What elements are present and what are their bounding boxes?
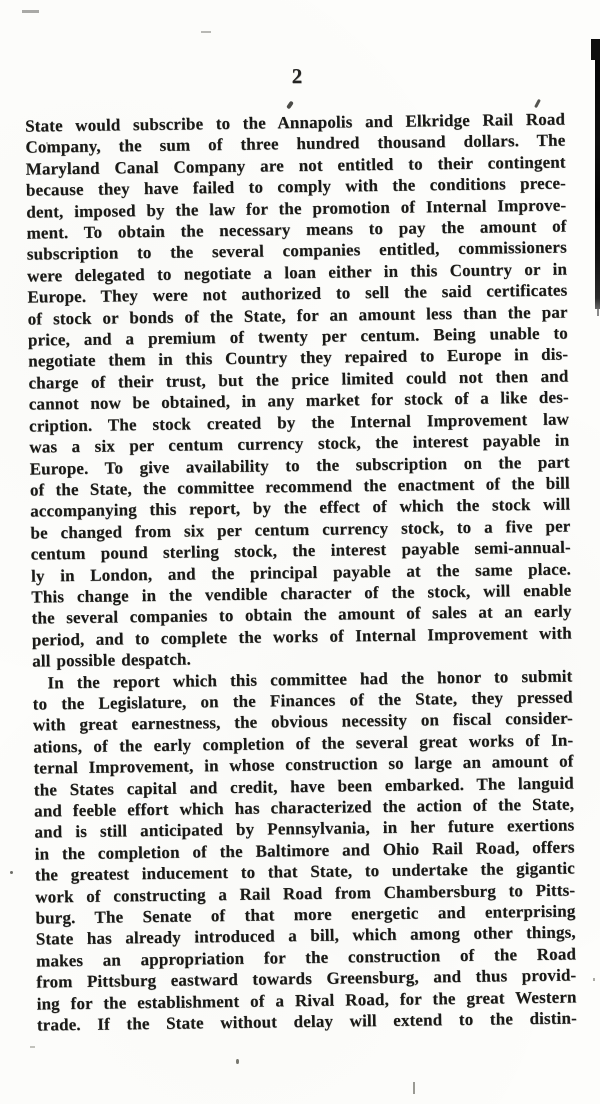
scan-artifact-speck [534,99,541,108]
scan-artifact-speck [593,978,595,981]
text-line: be changed from six per centum currency stock, to a five per [30,516,571,543]
text-line: dent, imposed by the law for the promotion of Internal Improve- [26,195,567,222]
text-line: the States capital and credit, have been embarked. The languid [33,773,574,800]
scan-artifact-right-bar-notch [591,39,600,60]
text-line: to the Legislature, on the Finances of the State, they pressed [32,687,573,714]
text-line: in the completion of the Baltimore and Ohio Rail Road, offers [34,837,575,864]
text-line: cannot now be obtained, in any market for stock of a like des- [28,387,569,414]
text-line: charge of their trust, but the price limited could not then and [28,366,569,393]
text-line: price, and a premium of twenty per centum. Being unable to [27,323,569,350]
text-line: State would subscribe to the Annapolis and Elkridge Rail Road [25,109,566,136]
text-line: accompanying this report, by the effect of which the stock will [30,494,571,521]
text-line: burg. The Senate of that more energetic and enterprising [35,901,576,928]
scan-artifact-right-bar [595,39,600,309]
text-line: were delegated to negotiate a loan either in this Country or in [26,259,568,286]
text-line: cription. The stock created by the Internal Improvement law [28,409,570,436]
text-line: period, and to complete the works of Internal Improvement with [31,623,572,650]
text-line: ly in London, and the principal payable at the same place. [30,558,572,586]
text-line: ing for the establishment of a Rival Road, for the great Western [36,987,577,1014]
text-line: the several companies to obtain the amount of sales at an early [31,601,572,628]
text-line: of stock or bonds of the State, for an amount less than the par [27,302,568,329]
text-line: work of constructing a Rail Road from Chambersburg to Pitts- [35,880,576,907]
text-line: with great earnestness, the obvious necessity on fiscal consider- [32,708,574,735]
text-line: This change in the vendible character of the stock, will enable [31,580,572,607]
text-line: Europe. They were not authorized to sell the said certificates [27,280,568,307]
text-line: the greatest inducement to that State, to undertake the gigantic [34,858,576,885]
text-line: Europe. To give availability to the subscription on the part [29,451,570,479]
document-text [25,109,577,1036]
text-line: negotiate them in this Country they repaired to Europe in dis- [28,344,569,372]
scan-artifact-speck [30,1046,35,1048]
text-line: centum pound sterling stock, the interest payable semi-annual- [30,537,571,564]
scan-artifact-dash [201,31,211,33]
text-line: ations, of the early completion of the several great works of In- [33,730,574,757]
scan-artifact-speck [286,101,294,110]
text-line: State has already introduced a bill, which among other things, [35,922,576,949]
text-line: Maryland Canal Company are not entitled to their contingent [25,152,566,179]
scan-artifact-speck [10,871,13,874]
text-line: of the State, the committee recommend the enactment of the bill [29,473,570,500]
text-line: Company, the sum of three hundred thousand dollars. The [25,130,566,157]
scan-artifact-dash [22,10,39,13]
scan-artifact-right-bar-tail [597,309,599,316]
text-line: ment. To obtain the necessary means to pay the amount of [26,216,567,243]
text-line: and is still anticipated by Pennsylvania, in her future exertions [34,815,575,842]
text-line: trade. If the State without delay will extend to the distin- [36,1008,577,1035]
text-line: was a six per centum currency stock, the interest payable in [29,430,570,457]
text-line: makes an appropriation for the construction of the Road [35,944,577,971]
scan-artifact-speck [413,1082,415,1094]
scan-artifact-speck [236,1059,239,1064]
text-line: subscription to the several companies entitled, commissioners [26,237,567,264]
text-line: because they have failed to comply with the conditions prece- [25,173,567,200]
page-number: 2 [291,64,303,88]
text-line: from Pittsburg eastward towards Greensburg, and thus provid- [36,965,577,992]
text-line: In the report which this committee had the honor to submit [47,666,573,692]
text-line: all possible despatch. [32,649,192,671]
text-line: ternal Improvement, in whose construction so large an amount of [33,751,574,778]
text-line: and feeble effort which has characterized the action of the State, [33,794,575,821]
